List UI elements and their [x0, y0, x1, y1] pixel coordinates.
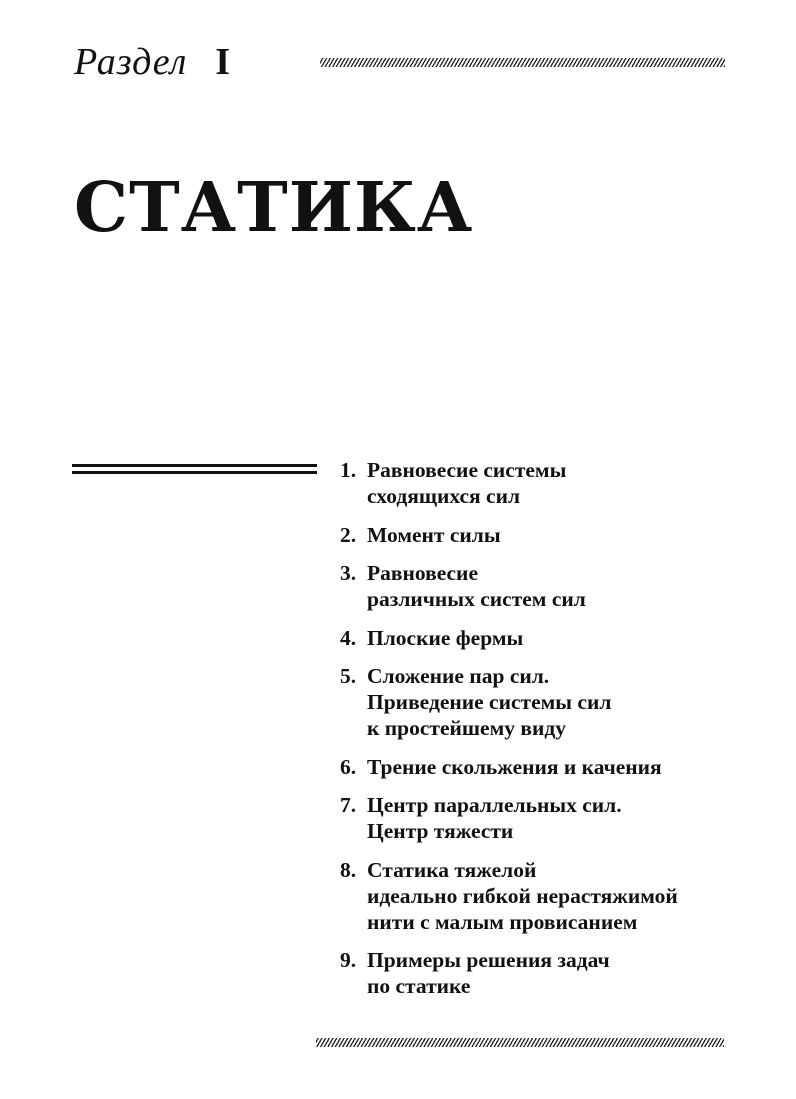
toc-item-line: Равновесие	[367, 561, 478, 585]
toc-item	[340, 754, 760, 780]
toc-item	[340, 457, 760, 509]
toc-item	[340, 947, 760, 999]
toc-item-title	[367, 857, 760, 935]
toc-item	[340, 522, 760, 548]
toc-item-title	[367, 663, 760, 741]
toc-item-number: 2.	[340, 522, 357, 547]
toc-item-line: Момент силы	[367, 522, 501, 547]
toc-item	[340, 792, 760, 844]
toc-item-number: 5.	[340, 664, 357, 688]
toc-item-title	[367, 560, 760, 612]
toc-item-line: Плоские фермы	[367, 625, 524, 650]
toc-item-line: различных систем сил	[367, 587, 586, 611]
toc-item-line: нити с малым провисанием	[367, 909, 638, 934]
toc-item-line: Трение скольжения и качения	[367, 754, 662, 779]
toc-item-line: Центр тяжести	[367, 819, 514, 843]
toc-item-line: к простейшему виду	[367, 716, 566, 740]
toc-item-number: 1.	[340, 458, 357, 482]
toc-item-line: сходящихся сил	[367, 484, 521, 508]
section-label	[74, 40, 230, 84]
page-title: СТАТИКА	[74, 168, 474, 248]
toc-item-number: 9.	[340, 948, 357, 972]
toc-item-title	[367, 522, 760, 548]
toc-item	[340, 560, 760, 612]
toc-item-line: Центр параллельных сил.	[367, 793, 622, 817]
toc-item-line: идеально гибкой нерастяжимой	[367, 883, 678, 908]
toc-item-title	[367, 947, 760, 999]
section-word: Раздел	[74, 41, 188, 83]
toc-item-line: Сложение пар сил.	[367, 664, 550, 688]
hatched-rule-bottom	[316, 1038, 724, 1047]
toc-item	[340, 625, 760, 651]
toc-item-line: Приведение системы сил	[367, 690, 612, 714]
toc-item	[340, 663, 760, 741]
toc-item-line: Статика тяжелой	[367, 857, 537, 882]
toc-item-number: 4.	[340, 625, 357, 650]
toc-item-number: 3.	[340, 561, 357, 585]
toc-item-title	[367, 754, 760, 780]
toc-item-line: Примеры решения задач	[367, 948, 610, 972]
toc-item-title	[367, 457, 760, 509]
toc-item-line: Равновесие системы	[367, 458, 567, 482]
toc-item-number: 7.	[340, 793, 357, 817]
toc-item	[340, 857, 760, 935]
toc-item-title	[367, 792, 760, 844]
toc-item-number: 6.	[340, 754, 357, 779]
hatched-rule-top	[320, 58, 725, 67]
table-of-contents	[340, 457, 760, 1012]
double-rule	[72, 464, 317, 475]
toc-item-title	[367, 625, 760, 651]
section-number: I	[215, 41, 231, 83]
toc-item-number: 8.	[340, 857, 357, 882]
toc-item-line: по статике	[367, 974, 471, 998]
